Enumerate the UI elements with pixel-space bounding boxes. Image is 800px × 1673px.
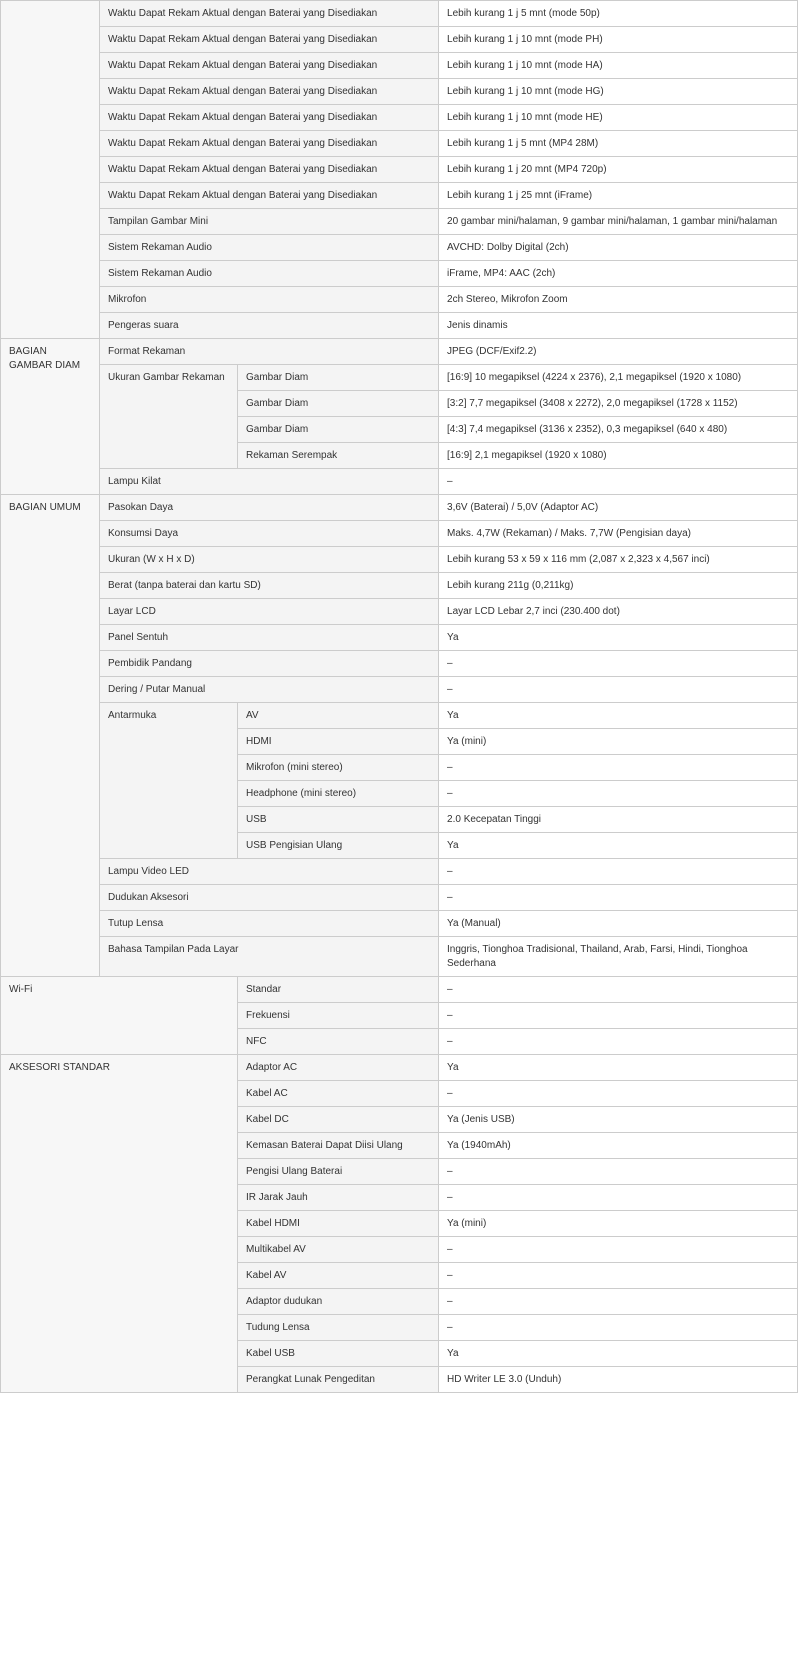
spec-label: Waktu Dapat Rekam Aktual dengan Baterai yang Disediakan: [100, 1, 439, 27]
table-row: [1, 911, 798, 937]
spec-value: Lebih kurang 1 j 5 mnt (mode 50p): [439, 1, 798, 27]
spec-label: Tutup Lensa: [100, 911, 439, 937]
spec-value: Ya (Manual): [439, 911, 798, 937]
spec-label: Panel Sentuh: [100, 625, 439, 651]
spec-sublabel: Kabel HDMI: [238, 1211, 439, 1237]
spec-value: JPEG (DCF/Exif2.2): [439, 339, 798, 365]
table-row: [1, 495, 798, 521]
spec-label: Waktu Dapat Rekam Aktual dengan Baterai yang Disediakan: [100, 53, 439, 79]
table-row: [1, 1, 798, 27]
spec-label: Mikrofon: [100, 287, 439, 313]
spec-value: AVCHD: Dolby Digital (2ch): [439, 235, 798, 261]
spec-label: Pasokan Daya: [100, 495, 439, 521]
spec-value: –: [439, 977, 798, 1003]
spec-value: –: [439, 1315, 798, 1341]
category-aksesori-standar: AKSESORI STANDAR: [1, 1055, 238, 1393]
spec-sublabel: Kabel USB: [238, 1341, 439, 1367]
spec-sublabel: Tudung Lensa: [238, 1315, 439, 1341]
spec-value: Lebih kurang 1 j 10 mnt (mode HA): [439, 53, 798, 79]
spec-label: Ukuran (W x H x D): [100, 547, 439, 573]
table-row: [1, 157, 798, 183]
spec-value: Ya: [439, 625, 798, 651]
table-row: [1, 261, 798, 287]
spec-label: Ukuran Gambar Rekaman: [100, 365, 238, 469]
spec-value: –: [439, 859, 798, 885]
spec-value: –: [439, 469, 798, 495]
spec-label: Waktu Dapat Rekam Aktual dengan Baterai yang Disediakan: [100, 131, 439, 157]
table-row: [1, 469, 798, 495]
category-bagian-gambar-diam: BAGIAN GAMBAR DIAM: [1, 339, 100, 495]
spec-sublabel: Mikrofon (mini stereo): [238, 755, 439, 781]
spec-sublabel: Standar: [238, 977, 439, 1003]
spec-label: Dering / Putar Manual: [100, 677, 439, 703]
table-row: [1, 365, 798, 391]
spec-value: [16:9] 10 megapiksel (4224 x 2376), 2,1 megapiksel (1920 x 1080): [439, 365, 798, 391]
table-row: [1, 313, 798, 339]
table-row: [1, 625, 798, 651]
table-row: [1, 651, 798, 677]
spec-sublabel: Kabel AV: [238, 1263, 439, 1289]
spec-label: Waktu Dapat Rekam Aktual dengan Baterai yang Disediakan: [100, 27, 439, 53]
spec-label: Pengeras suara: [100, 313, 439, 339]
spec-value: 20 gambar mini/halaman, 9 gambar mini/halaman, 1 gambar mini/halaman: [439, 209, 798, 235]
table-row: [1, 183, 798, 209]
spec-value: 2ch Stereo, Mikrofon Zoom: [439, 287, 798, 313]
table-row: [1, 859, 798, 885]
spec-value: Maks. 4,7W (Rekaman) / Maks. 7,7W (Pengisian daya): [439, 521, 798, 547]
spec-value: [4:3] 7,4 megapiksel (3136 x 2352), 0,3 megapiksel (640 x 480): [439, 417, 798, 443]
spec-sublabel: Kabel DC: [238, 1107, 439, 1133]
spec-value: Lebih kurang 211g (0,211kg): [439, 573, 798, 599]
spec-label: Dudukan Aksesori: [100, 885, 439, 911]
spec-value: –: [439, 1237, 798, 1263]
spec-sublabel: Pengisi Ulang Baterai: [238, 1159, 439, 1185]
spec-value: –: [439, 755, 798, 781]
spec-sublabel: USB Pengisian Ulang: [238, 833, 439, 859]
spec-value: Ya: [439, 1055, 798, 1081]
category-recording: [1, 1, 100, 339]
spec-label: Tampilan Gambar Mini: [100, 209, 439, 235]
table-row: [1, 677, 798, 703]
spec-value: iFrame, MP4: AAC (2ch): [439, 261, 798, 287]
spec-sublabel: Kabel AC: [238, 1081, 439, 1107]
spec-sublabel: Gambar Diam: [238, 417, 439, 443]
spec-value: Lebih kurang 1 j 10 mnt (mode PH): [439, 27, 798, 53]
table-row: [1, 703, 798, 729]
spec-value: Lebih kurang 53 x 59 x 116 mm (2,087 x 2,323 x 4,567 inci): [439, 547, 798, 573]
spec-value: Ya (1940mAh): [439, 1133, 798, 1159]
spec-value: Lebih kurang 1 j 5 mnt (MP4 28M): [439, 131, 798, 157]
spec-label: Pembidik Pandang: [100, 651, 439, 677]
spec-label: Sistem Rekaman Audio: [100, 261, 439, 287]
spec-label: Bahasa Tampilan Pada Layar: [100, 937, 439, 977]
table-row: [1, 53, 798, 79]
spec-value: –: [439, 1003, 798, 1029]
spec-value: –: [439, 1029, 798, 1055]
table-row: [1, 235, 798, 261]
spec-value: –: [439, 781, 798, 807]
spec-label: Konsumsi Daya: [100, 521, 439, 547]
spec-value: HD Writer LE 3.0 (Unduh): [439, 1367, 798, 1393]
spec-value: Ya: [439, 703, 798, 729]
spec-value: Ya (mini): [439, 1211, 798, 1237]
spec-value: –: [439, 1263, 798, 1289]
table-row: [1, 105, 798, 131]
spec-value: –: [439, 1185, 798, 1211]
table-row: [1, 977, 798, 1003]
category-wi-fi: Wi-Fi: [1, 977, 238, 1055]
spec-label: Layar LCD: [100, 599, 439, 625]
table-row: [1, 599, 798, 625]
spec-label: Waktu Dapat Rekam Aktual dengan Baterai yang Disediakan: [100, 105, 439, 131]
table-row: [1, 547, 798, 573]
spec-sublabel: IR Jarak Jauh: [238, 1185, 439, 1211]
spec-value: [16:9] 2,1 megapiksel (1920 x 1080): [439, 443, 798, 469]
spec-sublabel: USB: [238, 807, 439, 833]
spec-label: Berat (tanpa baterai dan kartu SD): [100, 573, 439, 599]
spec-sublabel: Frekuensi: [238, 1003, 439, 1029]
table-row: [1, 885, 798, 911]
spec-label: Antarmuka: [100, 703, 238, 859]
spec-sublabel: Rekaman Serempak: [238, 443, 439, 469]
table-row: [1, 1055, 798, 1081]
table-row: [1, 521, 798, 547]
spec-value: Lebih kurang 1 j 10 mnt (mode HE): [439, 105, 798, 131]
spec-sublabel: NFC: [238, 1029, 439, 1055]
table-row: [1, 573, 798, 599]
spec-value: [3:2] 7,7 megapiksel (3408 x 2272), 2,0 megapiksel (1728 x 1152): [439, 391, 798, 417]
spec-value: Layar LCD Lebar 2,7 inci (230.400 dot): [439, 599, 798, 625]
spec-sublabel: Gambar Diam: [238, 391, 439, 417]
table-row: [1, 27, 798, 53]
spec-sublabel: Perangkat Lunak Pengeditan: [238, 1367, 439, 1393]
spec-value: Lebih kurang 1 j 25 mnt (iFrame): [439, 183, 798, 209]
spec-sublabel: Gambar Diam: [238, 365, 439, 391]
spec-value: –: [439, 1159, 798, 1185]
table-row: [1, 131, 798, 157]
spec-label: Lampu Kilat: [100, 469, 439, 495]
spec-sublabel: Adaptor dudukan: [238, 1289, 439, 1315]
spec-value: 2.0 Kecepatan Tinggi: [439, 807, 798, 833]
spec-label: Waktu Dapat Rekam Aktual dengan Baterai yang Disediakan: [100, 79, 439, 105]
spec-value: –: [439, 677, 798, 703]
spec-value: –: [439, 1081, 798, 1107]
spec-value: –: [439, 651, 798, 677]
spec-value: Ya: [439, 1341, 798, 1367]
spec-label: Sistem Rekaman Audio: [100, 235, 439, 261]
spec-sublabel: AV: [238, 703, 439, 729]
table-row: [1, 209, 798, 235]
spec-value: Ya: [439, 833, 798, 859]
spec-sublabel: Headphone (mini stereo): [238, 781, 439, 807]
spec-value: Lebih kurang 1 j 20 mnt (MP4 720p): [439, 157, 798, 183]
spec-value: Lebih kurang 1 j 10 mnt (mode HG): [439, 79, 798, 105]
spec-sublabel: Kemasan Baterai Dapat Diisi Ulang: [238, 1133, 439, 1159]
spec-sublabel: Adaptor AC: [238, 1055, 439, 1081]
spec-value: Inggris, Tionghoa Tradisional, Thailand, Arab, Farsi, Hindi, Tionghoa Sederhana: [439, 937, 798, 977]
table-row: [1, 937, 798, 977]
spec-sublabel: HDMI: [238, 729, 439, 755]
spec-label: Waktu Dapat Rekam Aktual dengan Baterai yang Disediakan: [100, 157, 439, 183]
spec-value: Ya (mini): [439, 729, 798, 755]
category-bagian-umum: BAGIAN UMUM: [1, 495, 100, 977]
spec-value: –: [439, 885, 798, 911]
table-row: [1, 339, 798, 365]
spec-value: 3,6V (Baterai) / 5,0V (Adaptor AC): [439, 495, 798, 521]
table-row: [1, 79, 798, 105]
spec-value: –: [439, 1289, 798, 1315]
table-row: [1, 287, 798, 313]
spec-label: Lampu Video LED: [100, 859, 439, 885]
spec-value: Jenis dinamis: [439, 313, 798, 339]
spec-sublabel: Multikabel AV: [238, 1237, 439, 1263]
spec-value: Ya (Jenis USB): [439, 1107, 798, 1133]
spec-label: Format Rekaman: [100, 339, 439, 365]
spec-label: Waktu Dapat Rekam Aktual dengan Baterai yang Disediakan: [100, 183, 439, 209]
